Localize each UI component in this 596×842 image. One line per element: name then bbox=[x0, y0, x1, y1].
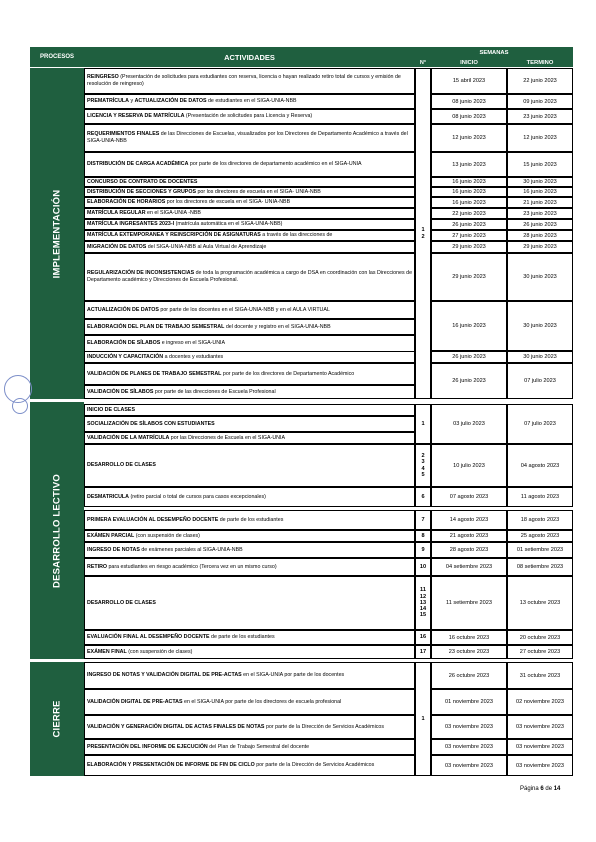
activity-text: INICIO DE CLASES bbox=[87, 406, 135, 413]
start-date: 10 julio 2023 bbox=[431, 444, 507, 487]
end-date: 04 agosto 2023 bbox=[507, 444, 573, 487]
activity-row bbox=[84, 94, 415, 109]
process-implementacion: IMPLEMENTACIÓN bbox=[30, 68, 84, 399]
activity-row bbox=[84, 689, 415, 715]
start-date: 08 junio 2023 bbox=[431, 94, 507, 109]
activity-row bbox=[84, 363, 415, 385]
start-date: 03 julio 2023 bbox=[431, 404, 507, 444]
start-date: 03 noviembre 2023 bbox=[431, 755, 507, 776]
activity-text: RETIRO para estudiantes en riesgo académico (Tercera vez en un mismo curso) bbox=[87, 563, 277, 570]
activity-row bbox=[84, 152, 415, 177]
activity-row bbox=[84, 177, 415, 187]
activity-text: REQUERIMIENTOS FINALES de las Direcciones de Escuelas, visualizados por los Directores de Departamento Académico a través del SIGA-UNIA-NBB bbox=[87, 131, 408, 144]
activity-row bbox=[84, 576, 415, 630]
end-date: 30 junio 2023 bbox=[507, 177, 573, 187]
end-date: 03 noviembre 2023 bbox=[507, 755, 573, 776]
activity-row bbox=[84, 739, 415, 755]
page-of: de bbox=[543, 786, 554, 792]
start-date: 29 junio 2023 bbox=[431, 241, 507, 253]
activity-row bbox=[84, 487, 415, 507]
start-date: 16 junio 2023 bbox=[431, 187, 507, 197]
activity-row bbox=[84, 124, 415, 152]
activity-text: EXÁMEN FINAL (con suspensión de clases) bbox=[87, 648, 193, 655]
start-date: 01 noviembre 2023 bbox=[431, 689, 507, 715]
start-date: 29 junio 2023 bbox=[431, 253, 507, 301]
start-date: 07 agosto 2023 bbox=[431, 487, 507, 507]
activity-row bbox=[84, 351, 415, 363]
start-date: 26 octubre 2023 bbox=[431, 662, 507, 689]
end-date: 23 junio 2023 bbox=[507, 109, 573, 124]
activity-row bbox=[84, 68, 415, 94]
week-number: 17 bbox=[415, 645, 431, 659]
start-date: 22 junio 2023 bbox=[431, 208, 507, 219]
start-date: 14 agosto 2023 bbox=[431, 510, 507, 530]
activity-text: SOCIALIZACIÓN DE SÍLABOS CON ESTUDIANTES bbox=[87, 420, 215, 427]
activity-row bbox=[84, 301, 415, 319]
activity-text: EVALUACIÓN FINAL AL DESEMPEÑO DOCENTE de parte de los estudiantes bbox=[87, 634, 275, 641]
activity-text: PRESENTACIÓN DEL INFORME DE EJECUCIÓN del Plan de Trabajo Semestral del docente bbox=[87, 743, 310, 750]
start-date: 15 abril 2023 bbox=[431, 68, 507, 94]
activity-text: INGRESO DE NOTAS de exámenes parciales al SIGA-UNIA-NBB bbox=[87, 546, 243, 553]
seal-stamp-2 bbox=[12, 398, 28, 414]
header-inicio: INICIO bbox=[431, 58, 507, 67]
end-date: 16 junio 2023 bbox=[507, 187, 573, 197]
end-date: 13 octubre 2023 bbox=[507, 576, 573, 630]
activity-text: ELABORACIÓN Y PRESENTACIÓN DE INFORME DE FIN DE CICLO por parte de la Dirección de Servicios Académicos bbox=[87, 762, 375, 769]
activity-row bbox=[84, 253, 415, 301]
activity-row bbox=[84, 335, 415, 352]
end-date: 08 setiembre 2023 bbox=[507, 558, 573, 576]
header-actividades: ACTIVIDADES bbox=[84, 47, 415, 67]
header-num: N° bbox=[415, 58, 431, 67]
activity-row bbox=[84, 241, 415, 253]
start-date: 08 junio 2023 bbox=[431, 109, 507, 124]
start-date: 13 junio 2023 bbox=[431, 152, 507, 177]
activity-text: REGULARIZACIÓN DE INCONSISTENCIAS de toda la programación académica a cargo de DSA en coordinación con las Direcciones de Departamento académico y Direcciones de Escuela Profesional. bbox=[87, 270, 413, 283]
activity-row bbox=[84, 319, 415, 335]
activity-row bbox=[84, 510, 415, 530]
activity-text: CONCURSO DE CONTRATO DE DOCENTES bbox=[87, 178, 198, 185]
activity-row bbox=[84, 542, 415, 558]
end-date: 02 noviembre 2023 bbox=[507, 689, 573, 715]
activity-text: EXÁMEN PARCIAL (con suspensión de clases) bbox=[87, 532, 200, 539]
activity-text: ACTUALIZACIÓN DE DATOS por parte de los docentes en el SIGA-UNIA-NBB y en el AULA VIRTUAL bbox=[87, 306, 330, 313]
start-date: 12 junio 2023 bbox=[431, 124, 507, 152]
activity-text: VALIDACIÓN Y GENERACIÓN DIGITAL DE ACTAS FINALES DE NOTAS por parte de la Dirección de Servicios Académicos bbox=[87, 723, 385, 730]
activity-text: DISTRIBUCIÓN DE SECCIONES Y GRUPOS por los directores de escuela en el SIGA- UNIA-NBB bbox=[87, 188, 321, 195]
end-date: 09 junio 2023 bbox=[507, 94, 573, 109]
week-number: 1 2 bbox=[415, 68, 431, 399]
activity-text: PREMATRÍCULA y ACTUALIZACIÓN DE DATOS de estudiantes en el SIGA-UNIA-NBB bbox=[87, 98, 297, 105]
activity-row bbox=[84, 755, 415, 776]
page-current: 6 bbox=[540, 786, 544, 792]
activity-row bbox=[84, 530, 415, 542]
end-date: 30 junio 2023 bbox=[507, 351, 573, 363]
end-date: 22 junio 2023 bbox=[507, 68, 573, 94]
process-cierre: CIERRE bbox=[30, 662, 84, 776]
activity-row bbox=[84, 404, 415, 416]
start-date: 28 agosto 2023 bbox=[431, 542, 507, 558]
start-date: 23 octubre 2023 bbox=[431, 645, 507, 659]
end-date: 30 junio 2023 bbox=[507, 253, 573, 301]
activity-text: ELABORACIÓN DE SÍLABOS e ingreso en el SIGA-UNIA bbox=[87, 340, 226, 347]
week-number: 1 bbox=[415, 404, 431, 444]
start-date: 21 agosto 2023 bbox=[431, 530, 507, 542]
start-date: 03 noviembre 2023 bbox=[431, 739, 507, 755]
activity-text: MATRÍCULA EXTEMPORANEA Y REINSCRIPCIÓN DE ASIGNATURAS a través de las direcciones de bbox=[87, 232, 333, 239]
end-date: 15 junio 2023 bbox=[507, 152, 573, 177]
process-desarrollo-lectivo: DESARROLLO LECTIVO bbox=[30, 402, 84, 659]
end-date: 21 junio 2023 bbox=[507, 197, 573, 208]
week-number: 10 bbox=[415, 558, 431, 576]
activity-row bbox=[84, 558, 415, 576]
activity-text: INDUCCIÓN Y CAPACITACIÓN a docentes y estudiantes bbox=[87, 353, 224, 360]
start-date: 16 junio 2023 bbox=[431, 301, 507, 351]
end-date: 03 noviembre 2023 bbox=[507, 739, 573, 755]
start-date: 16 octubre 2023 bbox=[431, 630, 507, 645]
end-date: 23 junio 2023 bbox=[507, 208, 573, 219]
activity-text: DISTRIBUCIÓN DE CARGA ACADÉMICA por parte de los directores de departamento académico en el SIGA-UNIA bbox=[87, 161, 362, 168]
end-date: 03 noviembre 2023 bbox=[507, 715, 573, 739]
page-label: Página bbox=[520, 786, 541, 792]
week-number: 6 bbox=[415, 487, 431, 507]
start-date: 11 setiembre 2023 bbox=[431, 576, 507, 630]
week-number: 1 bbox=[415, 662, 431, 776]
activity-text: MIGRACIÓN DE DATOS del SIGA-UNIA-NBB al Aula Virtual de Aprendizaje bbox=[87, 243, 267, 250]
activity-row bbox=[84, 416, 415, 432]
page-number bbox=[520, 786, 580, 792]
start-date: 26 junio 2023 bbox=[431, 351, 507, 363]
start-date: 04 setiembre 2023 bbox=[431, 558, 507, 576]
start-date: 27 junio 2023 bbox=[431, 230, 507, 241]
end-date: 20 octubre 2023 bbox=[507, 630, 573, 645]
start-date: 03 noviembre 2023 bbox=[431, 715, 507, 739]
activity-text: DESARROLLO DE CLASES bbox=[87, 462, 156, 469]
end-date: 07 julio 2023 bbox=[507, 363, 573, 399]
activity-row bbox=[84, 630, 415, 645]
end-date: 11 agosto 2023 bbox=[507, 487, 573, 507]
activity-row bbox=[84, 230, 415, 241]
activity-text: PRIMERA EVALUACIÓN AL DESEMPEÑO DOCENTE de parte de los estudiantes bbox=[87, 516, 284, 523]
activity-text: DESMATRICULA (retiro parcial o total de cursos para casos excepcionales) bbox=[87, 493, 266, 500]
activity-text: LICENCIA Y RESERVA DE MATRÍCULA (Presentación de solicitudes para Licencia y Reserva) bbox=[87, 113, 313, 120]
activity-row bbox=[84, 197, 415, 208]
end-date: 25 agosto 2023 bbox=[507, 530, 573, 542]
end-date: 27 octubre 2023 bbox=[507, 645, 573, 659]
end-date: 31 octubre 2023 bbox=[507, 662, 573, 689]
header-procesos: PROCESOS bbox=[30, 47, 84, 67]
header-semanas: SEMANAS bbox=[415, 47, 573, 58]
end-date: 01 setiembre 2023 bbox=[507, 542, 573, 558]
start-date: 26 junio 2023 bbox=[431, 363, 507, 399]
start-date: 16 junio 2023 bbox=[431, 177, 507, 187]
activity-text: ELABORACIÓN DEL PLAN DE TRABAJO SEMESTRAL del docente y registro en el SIGA-UNIA-NBB bbox=[87, 323, 331, 330]
end-date: 29 junio 2023 bbox=[507, 241, 573, 253]
end-date: 18 agosto 2023 bbox=[507, 510, 573, 530]
page-total: 14 bbox=[553, 786, 561, 792]
activity-text: ELABORACIÓN DE HORARIOS por los directores de escuela en el SIGA- UNIA-NBB bbox=[87, 199, 291, 206]
start-date: 26 junio 2023 bbox=[431, 219, 507, 230]
week-number: 2 3 4 5 bbox=[415, 444, 431, 487]
activity-text: VALIDACIÓN DE LA MATRÍCULA por las Direcciones de Escuela en el SIGA-UNIA bbox=[87, 434, 285, 441]
week-number: 11 12 13 14 15 bbox=[415, 576, 431, 630]
activity-row bbox=[84, 187, 415, 197]
activity-row bbox=[84, 444, 415, 487]
activity-row bbox=[84, 662, 415, 689]
activity-text: VALIDACIÓN DIGITAL DE PRE-ACTAS en el SIGA-UNIA por parte de los directores de escuela profesional bbox=[87, 698, 342, 705]
start-date: 16 junio 2023 bbox=[431, 197, 507, 208]
end-date: 07 julio 2023 bbox=[507, 404, 573, 444]
activity-text: MATRÍCULA INGRESANTES 2023-I (matrícula automática en el SIGA-UNIA-NBB) bbox=[87, 221, 283, 228]
activity-row bbox=[84, 219, 415, 230]
week-number: 9 bbox=[415, 542, 431, 558]
end-date: 26 junio 2023 bbox=[507, 219, 573, 230]
activity-text: MATRÍCULA REGULAR en el SIGA-UNIA -NBB bbox=[87, 210, 201, 217]
activity-row bbox=[84, 109, 415, 124]
header-termino: TERMINO bbox=[507, 58, 573, 67]
week-number: 16 bbox=[415, 630, 431, 645]
activity-row bbox=[84, 715, 415, 739]
end-date: 30 junio 2023 bbox=[507, 301, 573, 351]
activity-text: INGRESO DE NOTAS Y VALIDACIÓN DIGITAL DE PRE-ACTAS en el SIGA-UNIA por parte de los docentes bbox=[87, 672, 345, 679]
activity-text: VALIDACIÓN DE SÍLABOS por parte de las direcciones de Escuela Profesional bbox=[87, 388, 276, 395]
activity-row bbox=[84, 645, 415, 659]
activity-row bbox=[84, 208, 415, 219]
activity-text: VALIDACIÓN DE PLANES DE TRABAJO SEMESTRAL por parte de los directores de Departamento Académico bbox=[87, 370, 355, 377]
week-number: 7 bbox=[415, 510, 431, 530]
activity-text: DESARROLLO DE CLASES bbox=[87, 599, 156, 606]
end-date: 12 junio 2023 bbox=[507, 124, 573, 152]
activity-text: REINGRESO (Presentación de solicitudes para estudiantes con reserva, licencia o hayan realizado retiro total de cursos y emisión de resolución de reingreso) bbox=[87, 74, 401, 87]
activity-row bbox=[84, 432, 415, 444]
activity-row bbox=[84, 385, 415, 399]
end-date: 28 junio 2023 bbox=[507, 230, 573, 241]
week-number: 8 bbox=[415, 530, 431, 542]
